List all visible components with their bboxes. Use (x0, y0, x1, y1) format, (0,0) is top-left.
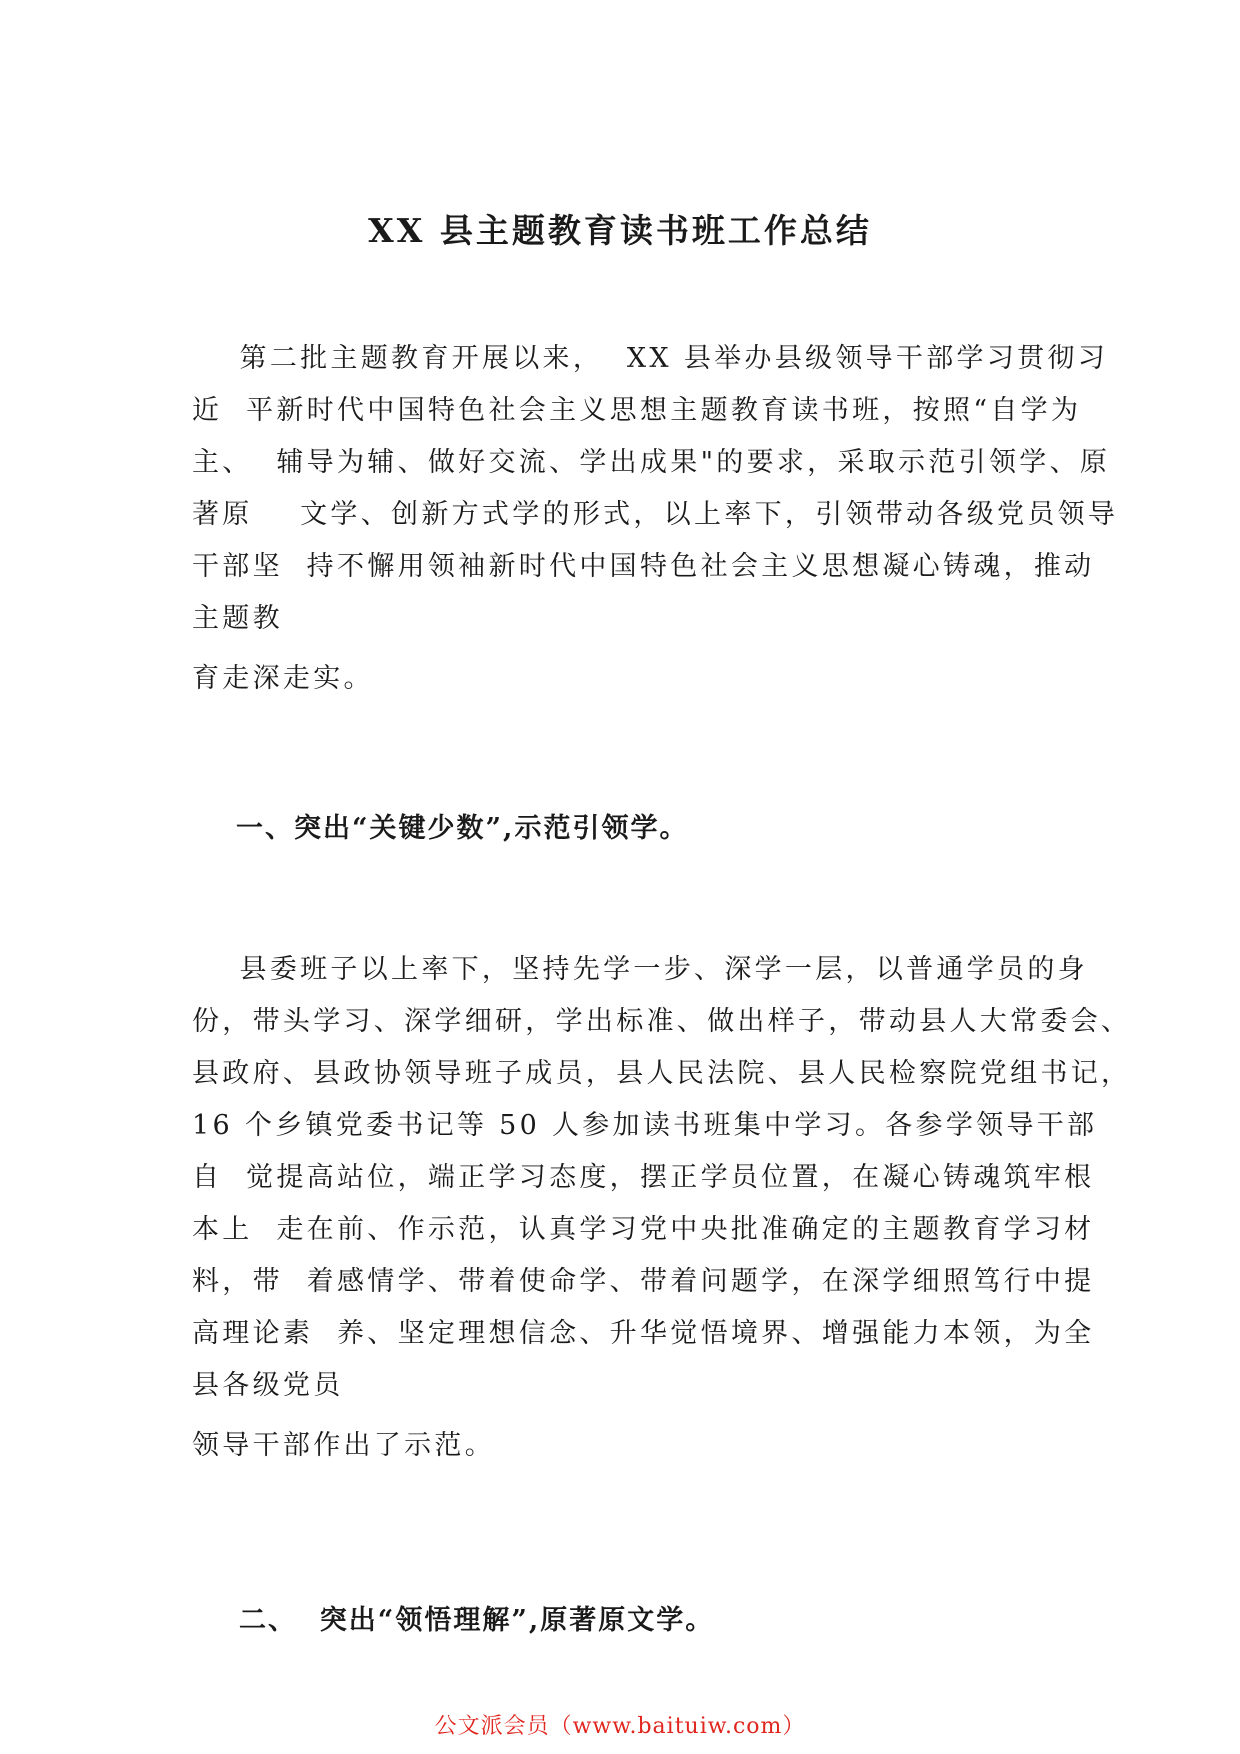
intro-line: 育走深走实。 (192, 663, 374, 694)
intro-line: 第二批主题教育开展以来， XX 县举办县级领导干部学习贯彻习 (192, 343, 1109, 374)
section1-line: 县委班子以上率下，坚持先学一步、深学一层，以普通学员的身 (192, 954, 1088, 985)
section1-line: 领导干部作出了示范。 (192, 1430, 495, 1461)
section1-line: 县政府、县政协领导班子成员，县人民法院、县人民检察院党组书记， (192, 1058, 1132, 1089)
section1-line: 县各级党员 (192, 1370, 344, 1401)
section1-line: 份，带头学习、深学细研，学出标准、做出样子，带动县人大常委会、 (192, 1006, 1132, 1037)
intro-line: 干部坚 持不懈用领袖新时代中国特色社会主义思想凝心铸魂，推动 (192, 551, 1095, 582)
document-title: XX 县主题教育读书班工作总结 (368, 211, 872, 250)
intro-line: 主、 辅导为辅、做好交流、学出成果"的要求，采取示范引领学、原 (192, 447, 1111, 478)
section1-line: 料，带 着感情学、带着使命学、带着问题学，在深学细照笃行中提 (192, 1266, 1095, 1297)
footer-watermark: 公文派会员（www.baituiw.com） (434, 1714, 806, 1739)
intro-line: 主题教 (192, 603, 283, 634)
section1-line: 16 个乡镇党委书记等 50 人参加读书班集中学习。各参学领导干部 (192, 1110, 1098, 1141)
section1-line: 本上 走在前、作示范，认真学习党中央批准确定的主题教育学习材 (192, 1214, 1095, 1245)
section-heading: 一、突出“关键少数”,示范引领学。 (236, 813, 689, 844)
intro-line: 近 平新时代中国特色社会主义思想主题教育读书班，按照“自学为 (192, 395, 1082, 426)
intro-line: 著原 文学、创新方式学的形式，以上率下，引领带动各级党员领导 (192, 499, 1119, 530)
section1-line: 自 觉提高站位，端正学习态度，摆正学员位置，在凝心铸魂筑牢根 (192, 1162, 1095, 1193)
section-heading: 二、 突出“领悟理解”,原著原文学。 (239, 1605, 715, 1636)
section1-line: 高理论素 养、坚定理想信念、升华觉悟境界、增强能力本领，为全 (192, 1318, 1095, 1349)
